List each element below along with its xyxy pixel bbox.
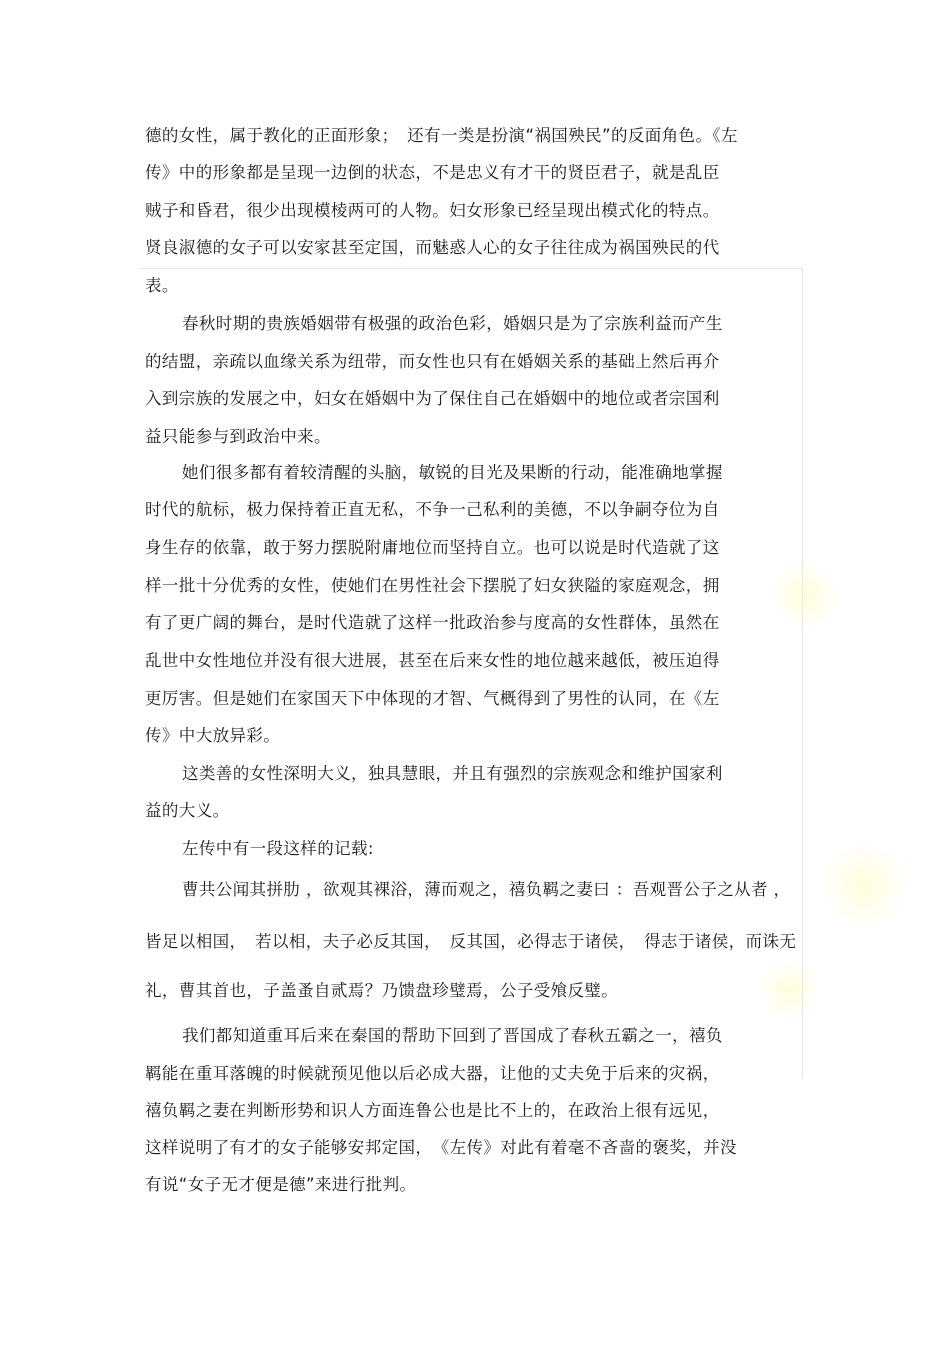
text-line: 的结盟，亲疏以血缘关系为纽带，而女性也只有在婚姻关系的基础上然后再介 <box>145 352 720 371</box>
text-line: 样一批十分优秀的女性，使她们在男性社会下摆脱了妇女狭隘的家庭观念，拥 <box>145 576 720 595</box>
background-glow <box>760 960 820 1020</box>
text-line: 传》中的形象都是呈现一边倒的状态，不是忠义有才干的贤臣君子，就是乱臣 <box>145 163 720 182</box>
quote-line: 皆足以相国， 若以相，夫子必反其国， 反其国，必得志于诸侯， 得志于诸侯，而诛无 <box>145 932 797 951</box>
paragraph-first-line: 她们很多都有着较清醒的头脑，敏锐的目光及果断的行动，能准确地掌握 <box>182 463 723 482</box>
text-line: 禧负羁之妻在判断形势和识人方面连鲁公也是比不上的，在政治上很有远见， <box>145 1101 720 1120</box>
text-line: 有说“女子无才便是德”来进行批判。 <box>145 1175 417 1194</box>
text-line: 身生存的依靠，敢于努力摆脱附庸地位而坚持自立。也可以说是时代造就了这 <box>145 538 720 557</box>
text-line: 传》中大放异彩。 <box>145 726 281 745</box>
text-line: 有了更广阔的舞台，是时代造就了这样一批政治参与度高的女性群体，虽然在 <box>145 613 720 632</box>
text-line: 表。 <box>145 276 179 295</box>
text-line: 贤良淑德的女子可以安家甚至定国，而魅惑人心的女子往往成为祸国殃民的代 <box>145 238 720 257</box>
text-line: 益的大义。 <box>145 801 230 820</box>
text-line: 乱世中女性地位并没有很大进展，甚至在后来女性的地位越来越低，被压迫得 <box>145 651 720 670</box>
paragraph-first-line: 这类善的女性深明大义，独具慧眼，并且有强烈的宗族观念和维护国家利 <box>182 764 723 783</box>
background-glow <box>820 840 910 930</box>
quote-line: 曹共公闻其拼肋 ，欲观其裸浴，薄而观之，禧负羁之妻曰 ：吾观晋公子之从者 ， <box>182 880 791 899</box>
text-line: 益只能参与到政治中来。 <box>145 427 331 446</box>
paragraph-first-line: 我们都知道重耳后来在秦国的帮助下回到了晋国成了春秋五霸之一，禧负 <box>182 1026 723 1045</box>
quote-line: 礼，曹其首也，子盖蚤自贰焉？乃馈盘珍璧焉，公子受飧反璧。 <box>145 981 619 1000</box>
text-line: 贼子和昏君，很少出现模棱两可的人物。妇女形象已经呈现出模式化的特点。 <box>145 201 720 220</box>
text-line: 这样说明了有才的女子能够安邦定国， 《左传》对此有着毫不吝啬的褒奖，并没 <box>145 1138 737 1157</box>
background-glow <box>770 560 840 630</box>
text-line: 德的女性，属于教化的正面形象； 还有一类是扮演“祸国殃民”的反面角色。《左 <box>145 126 738 145</box>
text-line: 时代的航标，极力保持着正直无私，不争一己私利的美德，不以争嗣夺位为自 <box>145 500 720 519</box>
text-line: 入到宗族的发展之中，妇女在婚姻中为了保住自己在婚姻中的地位或者宗国利 <box>145 389 720 408</box>
paragraph-first-line: 左传中有一段这样的记载: <box>182 839 374 858</box>
text-line: 更厉害。但是她们在家国天下中体现的才智、气概得到了男性的认同，在《左 <box>145 689 720 708</box>
text-line: 羁能在重耳落魄的时候就预见他以后必成大器，让他的丈夫免于后来的灾祸， <box>145 1064 720 1083</box>
paragraph-first-line: 春秋时期的贵族婚姻带有极强的政治色彩，婚姻只是为了宗族利益而产生 <box>182 314 723 333</box>
